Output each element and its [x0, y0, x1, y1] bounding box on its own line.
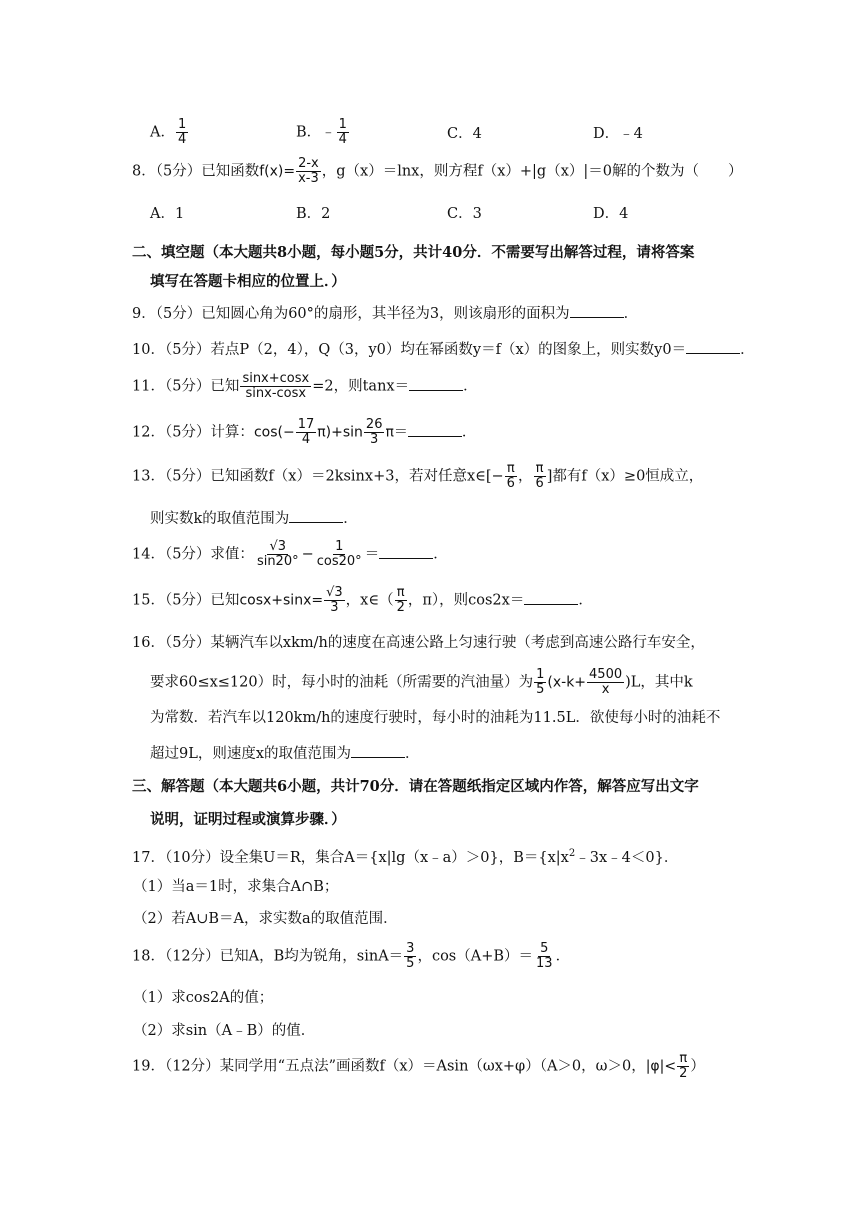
q7-option-d: D．﹣4 — [593, 126, 643, 142]
question-18-part-1: （1）求cos2A的值； — [133, 990, 274, 1006]
q8-option-a: A．1 — [150, 206, 185, 222]
question-9: 9．（5分）已知圆心角为60°的扇形，其半径为3，则该扇形的面积为 ． — [0, 303, 860, 324]
answer-blank — [379, 544, 433, 559]
answer-blank — [570, 303, 624, 318]
question-10: 10．（5分）若点P（2，4），Q（3，y0）均在幂函数y＝f（x）的图象上，则实数y0＝ ． — [0, 339, 860, 360]
answer-blank — [524, 590, 578, 605]
q7-option-a: A． $\frac{1}{4}$ — [150, 117, 187, 147]
section-3-heading-cont: 说明，证明过程或演算步骤．） — [150, 811, 346, 828]
q8-option-d: D．4 — [593, 206, 629, 222]
question-16-line2: 要求60≤x≤120）时，每小时的油耗（所需要的汽油量）为 $\frac{1}{5}$ (x-k+ $\frac{4500}{x}$ )L，其中k — [150, 667, 693, 697]
question-13: 13．（5分）已知函数f（x）＝2ksinx+3，若对任意x∈[− $\frac{\pi}{6}$ ， $\frac{\pi}{6}$ ]都有f（x）≥0恒成立， — [132, 461, 704, 491]
answer-blank — [289, 508, 343, 523]
q7-option-b: B．﹣ $\frac{1}{4}$ — [296, 117, 347, 147]
question-17-part-2: （2）若A∪B＝A，求实数a的取值范围． — [133, 911, 398, 927]
answer-blank — [408, 422, 462, 437]
section-2-heading: 二、填空题（本大题共8小题，每小题5分，共计40分．不需要写出解答过程，请将答案 — [132, 244, 695, 261]
question-11: 11．（5分）已知 $\frac{\sin x+\cos x}{\sin x-\cos x}$ =2，则tanx＝ ． — [132, 371, 478, 401]
question-16: 16．（5分）某辆汽车以xkm/h的速度在高速公路上匀速行驶（考虑到高速公路行车安全， — [132, 635, 705, 651]
question-12: 12．（5分）计算：cos(− $\frac{17}{4}$ π)+sin $\frac{26}{3}$ π＝ ． — [132, 417, 477, 447]
q8-option-c: C．3 — [447, 206, 482, 222]
question-14: 14．（5分）求值： $\frac{√3}{\sin 20^\circ}$ − $\frac{1}{\cos 20^\circ}$ ＝ ． — [132, 539, 448, 569]
question-17: 17．（10分）设全集U＝R，集合A＝{x|lg（x﹣a）＞0}，$B=\{x|x^2﹣3x﹣4<0\}$． — [132, 848, 679, 866]
question-17-part-1: （1）当a＝1时，求集合A∩B； — [133, 879, 339, 895]
question-18-part-2: （2）求sin（A﹣B）的值． — [133, 1023, 316, 1039]
q8-option-b: B．2 — [296, 206, 331, 222]
question-8: 8．（5分）已知函数f(x)= $\frac{2-x}{x-3}$ ，g（x）＝lnx，则方程f（x）+|g（x）|＝0解的个数为（ ） — [132, 156, 743, 186]
q7-option-c: C．4 — [447, 126, 482, 142]
answer-blank — [686, 339, 740, 354]
question-19: 19．（12分）某同学用“五点法”画函数f（x）＝Asin（ωx+φ）（A＞0，ω＞0，|φ|< $\frac{\pi}{2}$ ） — [132, 1051, 705, 1081]
question-16-line3: 为常数．若汽车以120km/h的速度行驶时，每小时的油耗为11.5L．欲使每小时的油耗不 — [150, 710, 721, 726]
question-15: 15．（5分）已知cosx+sinx= $\frac{√3}{3}$ ，x∈（ $\frac{\pi}{2}$ ，π），则cos2x＝ ． — [132, 585, 593, 615]
section-2-heading-cont: 填写在答题卡相应的位置上．） — [150, 273, 346, 290]
section-3-heading: 三、解答题（本大题共6小题，共计70分．请在答题纸指定区域内作答，解答应写出文字 — [132, 778, 699, 795]
question-18: 18．（12分）已知A，B均为锐角，sinA＝ $\frac{3}{5}$ ，cos（A+B）＝ $\frac{5}{13}$ ． — [132, 941, 571, 971]
question-13-cont: 则实数k的取值范围为 ． — [0, 508, 860, 529]
question-16-line4: 超过9L，则速度x的取值范围为 ． — [0, 743, 860, 764]
answer-blank — [409, 376, 463, 391]
answer-blank — [351, 743, 405, 758]
